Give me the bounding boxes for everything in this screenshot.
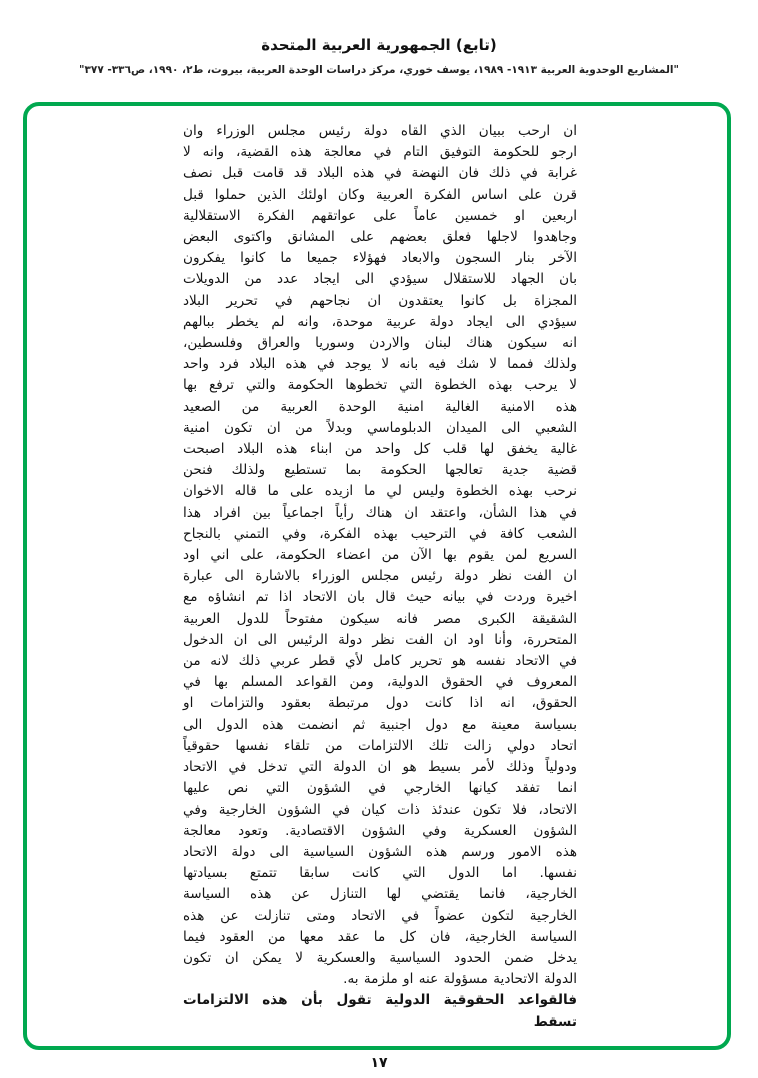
text-line: غالية يخفق لها قلب كل واحد من ابناء هذه البلاد اصبحت	[183, 441, 577, 458]
text-line: الشؤون العسكرية وفي الشؤون الاقتصادية. وتعود معالجة	[183, 822, 577, 839]
text-line: اربعين او خمسين عاماً على عواتقهم الفكرة الاستقلالية	[183, 207, 577, 224]
text-line: بسياسة معينة مع دول اجنبية ثم انضمت هذه الدول الى	[183, 716, 577, 733]
text-line: قرن على اساس الفكرة العربية وكان اولئك الذين حملوا قبل	[183, 186, 577, 203]
text-line: بان الجهاد للاستقلال سيؤدي الى ايجاد عدد من الدويلات	[183, 271, 577, 288]
text-line: الخارجية لتكون عضواً في الاتحاد ومتى تنازلت عن هذه	[183, 907, 577, 924]
text-line: اتحاد دولي زالت تلك الالتزامات من تلقاء نفسها حقوقياً	[183, 737, 577, 754]
text-line: الحقوق، انه اذا كانت دول مرتبطة بعقود والتزامات او	[183, 695, 577, 712]
text-line: الاتحاد، فلا تكون عندئذ ذات كيان في الشؤون الخارجية وفي	[183, 801, 577, 818]
text-line: الشعب كافة في الترحيب بهذه الفكرة، وفي التمني بالنجاح	[183, 525, 577, 542]
text-line: نفسها. اما الدول التي كانت سابقا تتمتع بسيادتها	[183, 865, 577, 882]
text-line: الشقيقة الكبرى مصر فانه سيكون مفتوحاً للدول العربية	[183, 610, 577, 627]
text-line: اخيرة وردت في بيانه حيث قال بان الاتحاد اذا تم انشاؤه مع	[183, 589, 577, 606]
text-line: انه سيكون هناك لبنان والاردن وسوريا والعراق وفلسطين،	[183, 335, 577, 352]
text-line: سيؤدي الى ايجاد دولة عربية موحدة، وانه لم يخطر ببالهم	[183, 313, 577, 330]
text-line: المعروف في الحقوق الدولية، ومن القواعد المسلم بها في	[183, 674, 577, 691]
text-line: غرابة في ذلك فان النهضة في هذه البلاد قد قامت قبل نصف	[183, 165, 577, 182]
text-line: الخارجية، فانما يقتضي لها التنازل عن هذه السياسة	[183, 886, 577, 903]
text-line: ان ارحب ببيان الذي القاه دولة رئيس مجلس الوزراء وان	[183, 123, 577, 139]
text-line: قضية جدية تعالجها الحكومة بما تستطيع ولذلك فنحن	[183, 462, 577, 479]
page-title: (تابع) الجمهورية العربية المتحدة	[261, 36, 497, 54]
text-line: في هذا الشأن، واعتقد ان هناك رأياً اجماعياً بين افراد هذا	[183, 504, 577, 521]
text-line: لا يرحب بهذه الخطوة التي تخطوها الحكومة والتي ترفع بها	[183, 377, 577, 394]
text-line: ولذلك فمما لا شك فيه بانه لا يوجد في هذه البلاد فرد واحد	[183, 356, 577, 373]
text-line: المجزاة بل كانوا يعتقدون ان نجاحهم في تحرير البلاد	[183, 292, 577, 309]
text-line: ارجو للحكومة التوفيق التام في معالجة هذه القضية، وانه لا	[183, 144, 577, 161]
page-number: ١٧	[370, 1055, 388, 1071]
text-line: الدولة الاتحادية مسؤولة عنه او ملزمة به.	[343, 971, 577, 988]
text-line: ان الفت نظر دولة رئيس مجلس الوزراء بالاشارة الى عبارة	[183, 568, 577, 585]
text-line: السريع لمن يقوم بها الآن من اعضاء الحكومة، على اني اود	[183, 547, 577, 564]
text-line: انما تفقد كيانها الخارجي في الشؤون التي نص عليها	[183, 780, 577, 797]
citation-line: "المشاريع الوحدوية العربية ١٩١٣- ١٩٨٩، يوسف خوري، مركز دراسات الوحدة العربية، بيروت، ط٢، ١٩٩٠، ص٣٣٦- ٣٧٧"	[79, 64, 679, 76]
text-line: ودولياً وذلك لأمر بسيط هو ان الدولة التي تدخل في الاتحاد	[183, 759, 577, 776]
text-line: نرحب بهذه الخطوة وليس لي ما ازيده على ما قاله الاخوان	[183, 483, 577, 500]
text-line: هذه الامور ورسم هذه الشؤون السياسية الى دولة الاتحاد	[183, 843, 577, 860]
text-line: في الاتحاد نفسه هو تحرير كامل لأي قطر عربي ذلك لانه من	[183, 653, 577, 670]
text-line: فالقواعد الحقوقية الدولية تقول بأن هذه الالتزامات تسقط	[183, 992, 577, 1030]
text-line: الآخر بنار السجون والابعاد فهؤلاء جميعا ما كانوا يفكرون	[183, 250, 577, 267]
text-line: يدخل ضمن الحدود السياسية والعسكرية لا يمكن ان تكون	[183, 949, 577, 966]
text-line: السياسة الخارجية، فان كل ما عقد معها من العقود فيما	[183, 928, 577, 945]
text-line: المتحررة، وأنا اود ان الفت نظر دولة الرئيس الى ان الدخول	[183, 631, 577, 648]
text-line: الشعبي الى الميدان الدبلوماسي وبدلاً من ان تكون امنية	[183, 419, 577, 436]
text-line: هذه الامنية الغالية امنية الوحدة العربية من الصعيد	[183, 398, 577, 415]
text-block	[183, 121, 577, 1033]
text-line: وجاهدوا لاجلها فعلق بعضهم على المشانق واكتوى البعض	[183, 229, 577, 246]
